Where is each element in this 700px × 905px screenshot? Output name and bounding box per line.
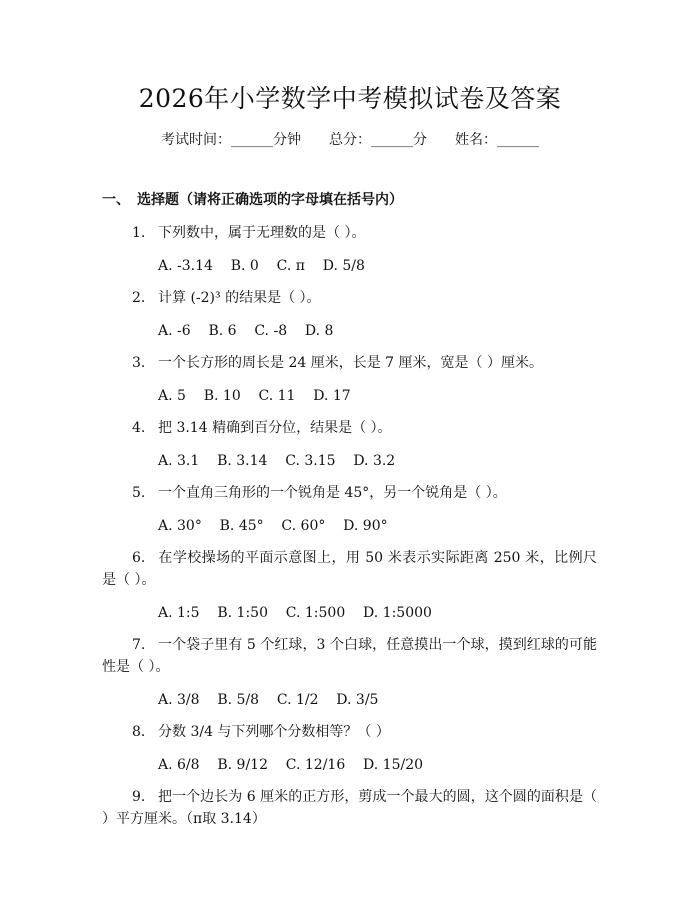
question-number: 6. (132, 550, 146, 566)
question-number: 4. (132, 420, 146, 436)
question-3 (102, 352, 597, 407)
question-options: A. 3.1 B. 3.14 C. 3.15 D. 3.2 (158, 453, 396, 469)
question-stem (102, 352, 597, 374)
question-options: A. 5 B. 10 C. 11 D. 17 (158, 388, 351, 404)
question-number: 5. (132, 485, 146, 501)
question-text: 在学校操场的平面示意图上，用 50 米表示实际距离 250 米，比例尺是（ ）。 (102, 550, 597, 588)
question-stem (102, 634, 597, 678)
question-text: 计算 (-2)³ 的结果是（ ）。 (158, 290, 321, 306)
question-stem (102, 417, 597, 439)
question-text: 下列数中，属于无理数的是（ ）。 (158, 225, 366, 241)
question-number: 9. (132, 789, 146, 805)
question-7 (102, 634, 597, 711)
question-stem (102, 547, 597, 591)
question-4 (102, 417, 597, 472)
section-heading-choice: 一、 选择题（请将正确选项的字母填在括号内） (102, 192, 403, 208)
question-text: 把 3.14 精确到百分位，结果是（ ）。 (158, 420, 392, 436)
question-list (102, 222, 597, 842)
question-number: 7. (132, 637, 146, 653)
question-text: 一个长方形的周长是 24 厘米，长是 7 厘米，宽是（ ）厘米。 (158, 355, 543, 371)
exam-info-line: 考试时间：______分钟 总分：______分 姓名：______ (161, 132, 539, 148)
question-stem (102, 482, 597, 504)
question-8 (102, 721, 597, 776)
question-number: 2. (132, 290, 146, 306)
question-options: A. 3/8 B. 5/8 C. 1/2 D. 3/5 (158, 692, 379, 708)
question-1 (102, 222, 597, 277)
page-title: 2026年小学数学中考模拟试卷及答案 (138, 84, 562, 113)
question-number: 1. (132, 225, 146, 241)
question-stem (102, 287, 597, 309)
question-options: A. -6 B. 6 C. -8 D. 8 (158, 323, 334, 339)
question-stem (102, 222, 597, 244)
question-stem (102, 721, 597, 743)
question-number: 8. (132, 724, 146, 740)
question-options: A. 30° B. 45° C. 60° D. 90° (158, 518, 388, 534)
question-text: 把一个边长为 6 厘米的正方形，剪成一个最大的圆，这个圆的面积是（ ）平方厘米。（π取 3.14） (102, 789, 597, 827)
question-options: A. -3.14 B. 0 C. π D. 5/8 (158, 258, 365, 274)
question-spacer (102, 830, 597, 832)
question-number: 3. (132, 355, 146, 371)
question-text: 分数 3/4 与下列哪个分数相等？（ ） (158, 724, 390, 740)
question-6 (102, 547, 597, 624)
question-5 (102, 482, 597, 537)
question-9 (102, 786, 597, 832)
question-text: 一个直角三角形的一个锐角是 45°，另一个锐角是（ ）。 (158, 485, 507, 501)
question-options: A. 6/8 B. 9/12 C. 12/16 D. 15/20 (158, 757, 424, 773)
question-options: A. 1:5 B. 1:50 C. 1:500 D. 1:5000 (158, 605, 432, 621)
question-stem (102, 786, 597, 830)
question-2 (102, 287, 597, 342)
question-text: 一个袋子里有 5 个红球，3 个白球，任意摸出一个球，摸到红球的可能性是（ ）。 (102, 637, 597, 675)
